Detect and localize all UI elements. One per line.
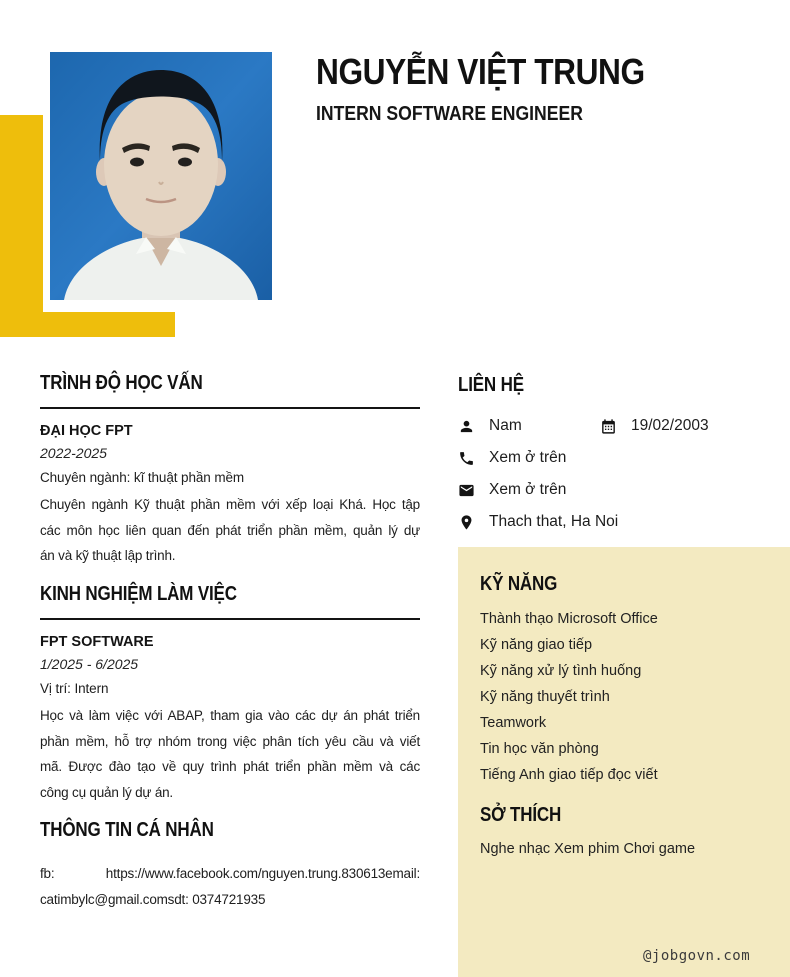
candidate-job-title: INTERN SOFTWARE ENGINEER [316,103,583,125]
experience-description: Học và làm việc với ABAP, tham gia vào các dự án phát triển phần mềm, hỗ trợ nhóm trong việc phân tích yêu cầu và viết mã. Được đào tạo về quy trình phát triển phần mềm và các công cụ quản lý dự án. [40,708,420,800]
candidate-name: NGUYỄN VIỆT TRUNG [316,51,645,92]
education-section [40,370,420,569]
phone-item [458,442,566,474]
location-pin-icon [458,514,475,531]
address-value: Thach that, Ha Noi [489,513,619,530]
gender-value: Nam [489,417,522,434]
section-divider [40,618,420,620]
email-icon [458,482,475,499]
experience-position: Vị trí: Intern [40,681,109,696]
email-item [458,474,566,506]
skills-list [480,606,772,788]
personal-info-heading: THÔNG TIN CÁ NHÂN [40,819,214,841]
address-item [458,506,618,538]
skill-item: Kỹ năng xử lý tình huống [480,663,642,679]
skills-panel [458,547,790,977]
contact-heading: LIÊN HỆ [458,374,524,396]
skill-item: Tiếng Anh giao tiếp đọc viết [480,767,658,783]
skill-item: Kỹ năng giao tiếp [480,637,593,653]
education-heading: TRÌNH ĐỘ HỌC VẤN [40,372,203,394]
contact-row [458,410,778,442]
education-school: ĐẠI HỌC FPT [40,423,133,439]
email-and-phone-line: catimbylc@gmail.comsdt: 0374721935 [40,891,266,907]
contact-section [458,372,778,538]
experience-heading: KINH NGHIỆM LÀM VIỆC [40,583,237,605]
education-description: Chuyên ngành Kỹ thuật phần mềm với xếp loại Khá. Học tập các môn học liên quan đến phát triển phần mềm, quản lý dự án và kỹ thuật lập trình. [40,497,420,563]
experience-company: FPT SOFTWARE [40,634,154,650]
contact-row [458,474,778,506]
contact-rows [458,410,778,538]
header [316,50,776,126]
accent-bar-vertical [0,115,43,337]
personal-info-text [40,861,420,912]
hobbies-text: Nghe nhạc Xem phim Chơi game [480,841,696,857]
skill-item: Thành thạo Microsoft Office [480,611,658,627]
skill-item: Teamwork [480,715,547,731]
site-watermark: @jobgovn.com [643,948,751,964]
education-period: 2022-2025 [40,445,107,461]
phone-value: Xem ở trên [489,449,567,466]
section-divider [40,407,420,409]
birthday-item [600,410,709,442]
phone-icon [458,450,475,467]
personal-info-section [40,817,420,912]
accent-bar-horizontal [0,312,175,337]
facebook-and-email-line: fb: https://www.facebook.com/nguyen.trung.830613email: [40,866,420,881]
contact-row [458,442,778,474]
birthday-value: 19/02/2003 [631,417,709,434]
skill-item: Tin học văn phòng [480,741,599,757]
email-value: Xem ở trên [489,481,567,498]
profile-photo [50,52,272,300]
skills-heading: KỸ NĂNG [480,573,558,595]
contact-row [458,506,778,538]
person-icon [458,418,475,435]
gender-item [458,410,522,442]
calendar-icon [600,418,617,435]
hobbies-heading: SỞ THÍCH [480,804,562,826]
skill-item: Kỹ năng thuyết trình [480,689,610,705]
education-major: Chuyên ngành: kĩ thuật phần mềm [40,470,245,485]
experience-period: 1/2025 - 6/2025 [40,656,139,672]
portrait-illustration [50,52,272,300]
experience-section [40,581,420,805]
